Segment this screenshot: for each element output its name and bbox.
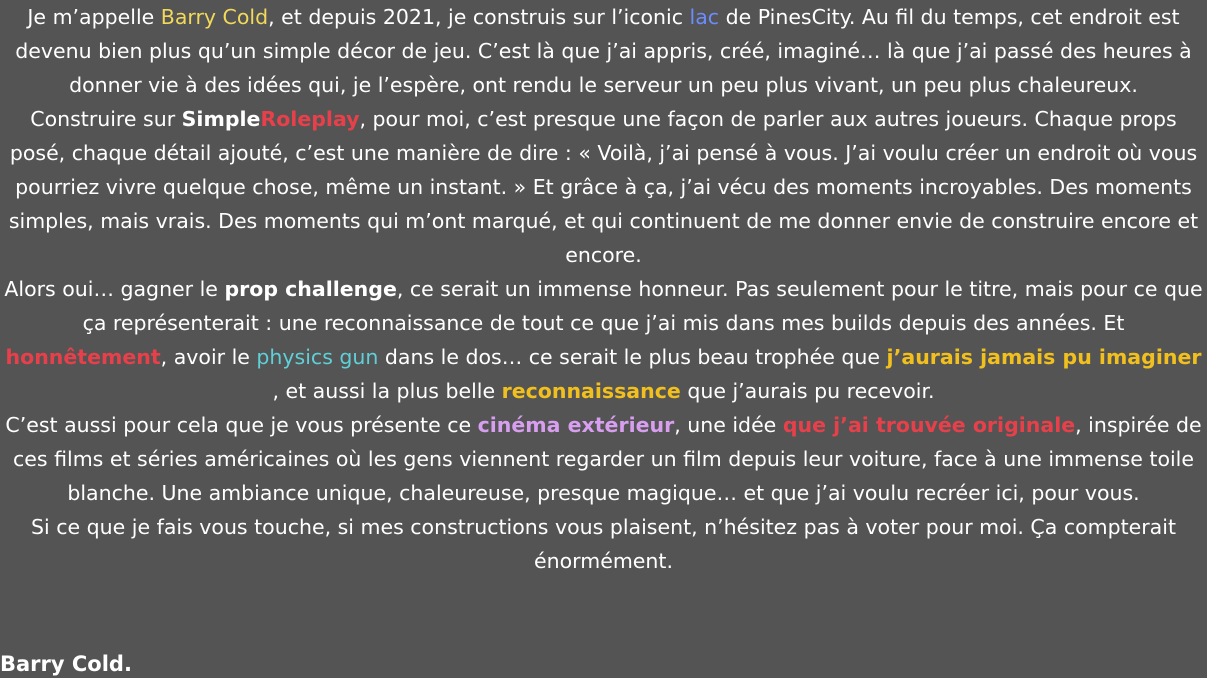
intro-text-3: de PinesCity. Au fil du temps, cet endroit est devenu bien plus qu’un simple décor de jeu. C’est là que j’ai appris, créé, imaginé… là que j’ai passé des heures à donner vie à des idées qui, je l’espère, ont rendu le serveur un peu plus vivant, un peu plus chaleureux. [15, 5, 1192, 97]
signature-period: . [123, 652, 132, 676]
paragraph-cinema [1, 408, 1206, 510]
server-name-simple: Simple [181, 107, 261, 131]
cinema-text-3: , inspirée de ces films et séries américaines où les gens viennent regarder un film depuis leur voiture, face à une immense toile blanche. Une ambiance unique, chaleureuse, presque magique… et que j’ai voulu recréer ici, pour vous. [13, 413, 1202, 505]
paragraph-vote [1, 510, 1206, 578]
building-text-2: , pour moi, c’est presque une façon de parler aux autres joueurs. Chaque props posé, chaque détail ajouté, c’est une manière de dire : « Voilà, j’ai pensé à vous. J’ai voulu créer un endroit où vous pourriez vivre quelque chose, même un instant. » Et grâce à ça, j’ai vécu des moments incroyables. Des moments simples, mais vrais. Des moments qui m’ont marqué, et qui continuent de me donner envie de construire encore et encore. [8, 107, 1199, 267]
intro-text-2: , et depuis 2021, je construis sur l’iconic [268, 5, 690, 29]
lac-highlight: lac [689, 5, 720, 29]
challenge-text-5: , et aussi la plus belle [272, 379, 502, 403]
challenge-text-4: dans le dos… ce serait le plus beau trophée que [378, 345, 887, 369]
jaurais-highlight: j’aurais jamais pu imaginer [886, 345, 1202, 369]
server-name-roleplay: Roleplay [260, 107, 360, 131]
reconnaissance-highlight: reconnaissance [501, 379, 681, 403]
paragraph-building [1, 102, 1206, 272]
challenge-text-6: que j’aurais pu recevoir. [680, 379, 935, 403]
challenge-text-1: Alors oui… gagner le [4, 277, 225, 301]
originale-highlight: que j’ai trouvée originale [782, 413, 1076, 437]
building-text-1: Construire sur [30, 107, 182, 131]
challenge-text-2: , ce serait un immense honneur. Pas seulement pour le titre, mais pour ce que ça représenterait : une reconnaissance de tout ce que j’ai mis dans mes builds depuis des années. Et [82, 277, 1203, 335]
cinema-text-2: , une idée [674, 413, 783, 437]
challenge-text-3: , avoir le [160, 345, 257, 369]
vote-text: Si ce que je fais vous touche, si mes constructions vous plaisent, n’hésitez pas à voter pour moi. Ça compterait énormément. [31, 515, 1176, 573]
signature-name: Barry Cold [0, 652, 124, 676]
honnetement-highlight: honnêtement [5, 345, 161, 369]
intro-text-1: Je m’appelle [27, 5, 161, 29]
prop-challenge-highlight: prop challenge [224, 277, 397, 301]
cinema-text-1: C’est aussi pour cela que je vous présente ce [5, 413, 478, 437]
paragraph-challenge [1, 272, 1206, 408]
cinema-highlight: cinéma extérieur [477, 413, 675, 437]
author-name-highlight: Barry Cold [160, 5, 269, 29]
signature [0, 647, 132, 678]
paragraph-intro [1, 0, 1206, 102]
physics-gun-highlight: physics gun [256, 345, 379, 369]
